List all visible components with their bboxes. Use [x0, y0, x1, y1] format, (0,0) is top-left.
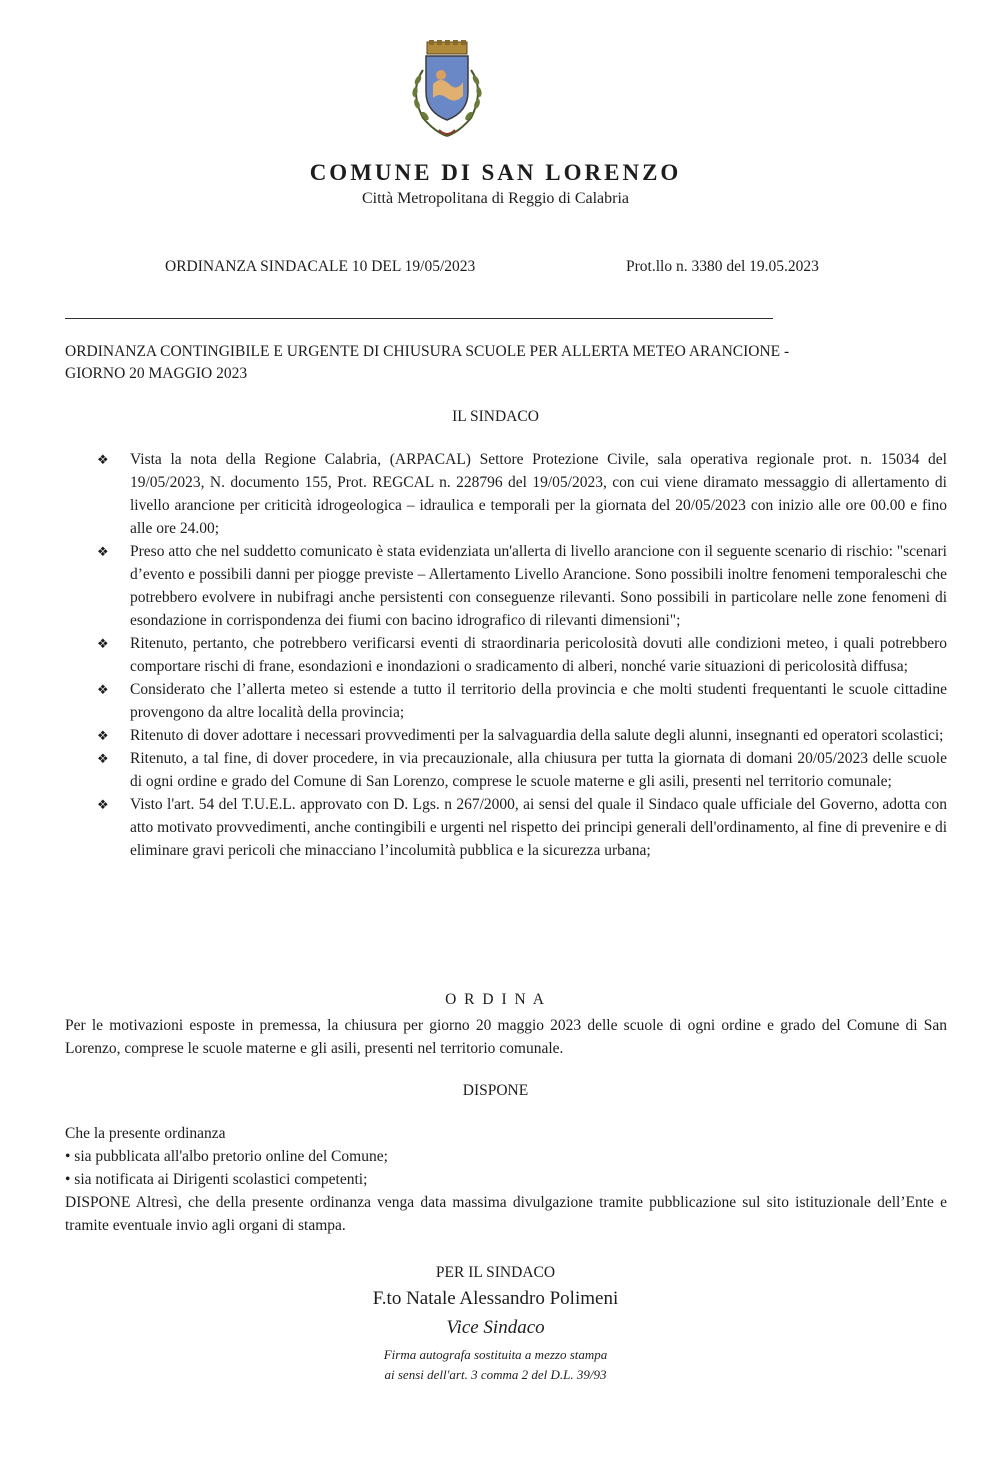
- signature-note-2: ai sensi dell'art. 3 comma 2 del D.L. 39/93: [384, 1367, 607, 1382]
- protocol-reference: Prot.llo n. 3380 del 19.05.2023: [626, 258, 819, 275]
- consideration-item: ❖ Considerato che l’allerta meteo si estende a tutto il territorio della provincia e che molti studenti frequentanti le scuole cittadine provengono da altre località della provincia;: [95, 678, 947, 724]
- signature-role: Vice Sindaco: [446, 1317, 545, 1338]
- dispone-item: • sia notificata ai Dirigenti scolastici competenti;: [65, 1171, 368, 1188]
- diamond-bullet-icon: ❖: [97, 544, 109, 559]
- diamond-bullet-icon: ❖: [97, 797, 109, 812]
- diamond-bullet-icon: ❖: [97, 682, 109, 697]
- coat-of-arms-icon: [401, 40, 493, 140]
- diamond-bullet-icon: ❖: [97, 636, 109, 651]
- signature-name: F.to Natale Alessandro Polimeni: [372, 1288, 619, 1309]
- ordinance-subject: [65, 341, 947, 385]
- ordinanza-reference: ORDINANZA SINDACALE 10 DEL 19/05/2023: [165, 258, 476, 275]
- signature-note-1: Firma autografa sostituita a mezzo stampa: [383, 1347, 608, 1362]
- subject-line-1: ORDINANZA CONTINGIBILE E URGENTE DI CHIUSURA SCUOLE PER ALLERTA METEO ARANCIONE -: [65, 343, 790, 360]
- consideration-item: ❖ Preso atto che nel suddetto comunicato è stata evidenziata un'allerta di livello arancione con il seguente scenario di rischio: "scenari d’evento e possibili danni per piogge previste – Allertamento Livello Arancione. Sono possibili inoltre fenomeni temporaleschi che potrebbero evolvere in nubifragi anche persistenti con conseguenze rilevanti. Sono possibili in particolare nelle zone fenomeni di esondazione in corrispondenza dei fiumi con bacino idrografico di rilevanti dimensioni";: [95, 540, 947, 632]
- dispone-block: [65, 1122, 947, 1237]
- separator-line: [65, 318, 773, 319]
- consideration-item: ❖ Ritenuto, pertanto, che potrebbero verificarsi eventi di straordinaria pericolosità dovuti alle condizioni meteo, i quali potrebbero comportare rischi di frane, esondazioni e inondazioni o sradicamento di alberi, nonché varie situazioni di pericolosità diffusa;: [95, 632, 947, 678]
- diamond-bullet-icon: ❖: [97, 452, 109, 467]
- consideration-item: ❖ Vista la nota della Regione Calabria, (ARPACAL) Settore Protezione Civile, sala operativa regionale prot. n. 15034 del 19/05/2023, N. documento 155, Prot. REGCAL n. 228796 del 19/05/2023, con cui viene diramato messaggio di allertamento di livello arancione per criticità idrogeologica – idraulica e temporali per la giornata del 20/05/2023 con inizio alle ore 00.00 e fino alle ore 24.00;: [95, 448, 947, 540]
- municipality-subtitle: Città Metropolitana di Reggio di Calabria: [361, 190, 630, 207]
- il-sindaco-heading: IL SINDACO: [452, 408, 539, 425]
- diamond-bullet-icon: ❖: [97, 728, 109, 743]
- municipality-title: COMUNE DI SAN LORENZO: [309, 160, 682, 185]
- consideration-item: ❖ Ritenuto, a tal fine, di dover procedere, in via precauzionale, alla chiusura per tutta la giornata di domani 20/05/2023 delle scuole di ogni ordine e grado del Comune di San Lorenzo, comprese le scuole materne e gli asili, presenti nel territorio comunale;: [95, 747, 947, 793]
- dispone-altresi: DISPONE Altresì, che della presente ordinanza venga data massima divulgazione tramite pubblicazione sul sito istituzionale dell’Ente e tramite eventuale invio agli organi di stampa.: [65, 1194, 947, 1234]
- consideration-item: ❖ Ritenuto di dover adottare i necessari provvedimenti per la salvaguardia della salute degli alunni, insegnanti ed operatori scolastici;: [95, 724, 947, 747]
- ordina-text: Per le motivazioni esposte in premessa, la chiusura per giorno 20 maggio 2023 delle scuole di ogni ordine e grado del Comune di San Lorenzo, comprese le scuole materne e gli asili, presenti nel territorio comunale.: [65, 1017, 947, 1057]
- diamond-bullet-icon: ❖: [97, 751, 109, 766]
- ordina-heading: O R D I N A: [445, 991, 546, 1008]
- consideration-item: ❖ Visto l'art. 54 del T.U.E.L. approvato con D. Lgs. n 267/2000, ai sensi del quale il Sindaco quale ufficiale del Governo, adotta con atto motivato provvedimenti, anche contingibili e urgenti nel rispetto dei principi generali dell'ordinamento, al fine di prevenire e di eliminare gravi pericoli che minacciano l’incolumità pubblica e la sicurezza urbana;: [95, 793, 947, 862]
- dispone-item: • sia pubblicata all'albo pretorio online del Comune;: [65, 1148, 388, 1165]
- subject-line-2: GIORNO 20 MAGGIO 2023: [65, 365, 248, 382]
- dispone-heading: DISPONE: [462, 1082, 529, 1099]
- dispone-intro: Che la presente ordinanza: [65, 1125, 226, 1142]
- considerations-list: [95, 448, 947, 862]
- signature-per: PER IL SINDACO: [435, 1264, 556, 1281]
